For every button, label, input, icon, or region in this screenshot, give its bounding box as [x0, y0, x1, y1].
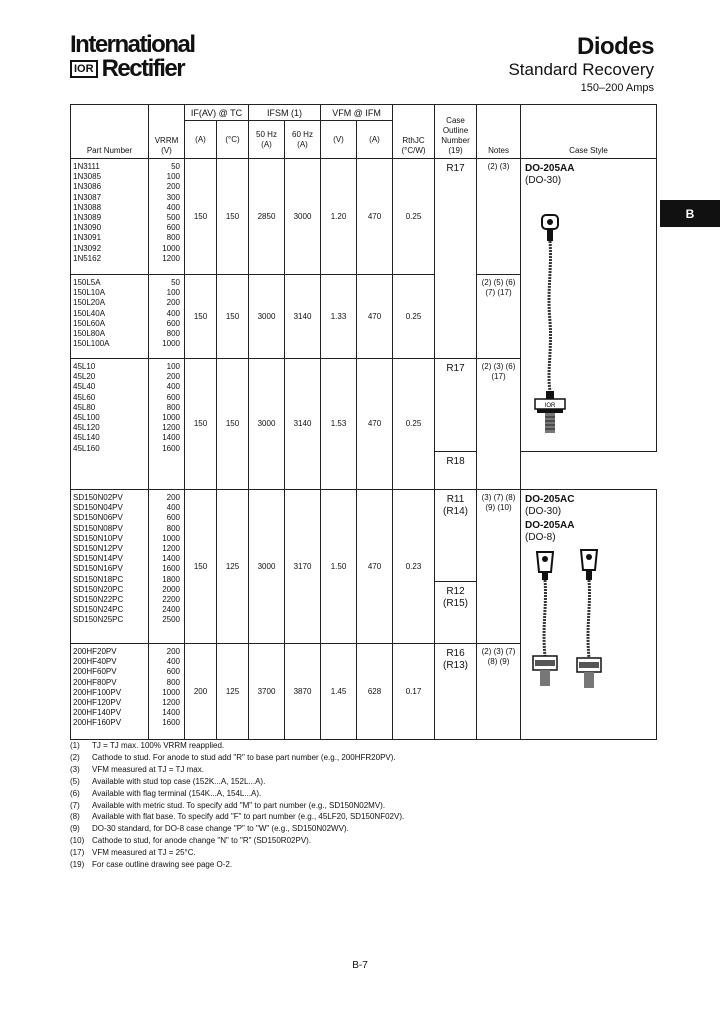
list-item: 200	[166, 493, 180, 502]
logo-rectifier-text: Rectifier	[101, 55, 185, 82]
list-item: 1000	[162, 339, 180, 349]
header-if-av-unit: (A)	[185, 121, 217, 159]
ifsm-60-value: 3140	[285, 275, 321, 359]
header-ifsm-50hz: 50 Hz (A)	[249, 121, 285, 159]
footnote-number: (2)	[70, 752, 80, 762]
footnote-text: Available with flag terminal (154K...A, 154L...A).	[92, 788, 262, 798]
list-item: 1N3088	[73, 202, 102, 212]
footnote-number: (9)	[70, 824, 80, 834]
list-item: 1000	[162, 413, 180, 423]
list-item: SD150N18PC	[73, 574, 124, 584]
list-item: 200HF60PV	[73, 667, 117, 677]
footnote-item	[70, 811, 630, 823]
case-style-label: DO-205AC	[525, 494, 575, 505]
list-item: 200HF40PV	[73, 657, 117, 667]
list-item: 400	[166, 382, 180, 392]
list-item: 150L10A	[73, 288, 106, 298]
case-outline-value: R18	[435, 452, 477, 490]
list-item: 1000	[162, 533, 180, 543]
footnote-number: (17)	[70, 848, 85, 858]
list-item: 2500	[162, 615, 180, 625]
list-item: SD150N02PV	[73, 493, 123, 502]
list-item: 150L5A	[73, 278, 101, 287]
footnote-text: Cathode to stud, for anode change "N" to "R" (SD150R02PV).	[92, 836, 312, 846]
case-style-label-alt: DO-205AA	[525, 520, 575, 531]
footnote-text: For case outline drawing see page O-2.	[92, 860, 233, 870]
list-item: 800	[166, 329, 180, 339]
list-item: 100	[166, 288, 180, 298]
vfm-value: 1.20	[321, 159, 357, 275]
list-item: 1N3086	[73, 182, 102, 192]
list-item: 45L60	[73, 392, 96, 402]
list-item: 1800	[162, 574, 180, 584]
list-item: 200HF160PV	[73, 718, 122, 728]
list-item: 100	[166, 362, 180, 371]
list-item: 800	[166, 523, 180, 533]
list-item: 200HF140PV	[73, 708, 122, 718]
ifm-value: 470	[357, 275, 393, 359]
list-item: 400	[166, 503, 180, 513]
vfm-value: 1.53	[321, 359, 357, 490]
list-item: 1200	[162, 544, 180, 554]
list-item: 1N3091	[73, 233, 102, 243]
list-item: 1N3092	[73, 243, 102, 253]
rthjc-value: 0.25	[393, 159, 435, 275]
list-item: 400	[166, 308, 180, 318]
case-style-cell-a	[521, 159, 657, 452]
case-style-sub-alt: (DO-8)	[525, 532, 556, 543]
footnote-text: Cathode to stud. For anode to stud add "R" to base part number (e.g., 200HFR20PV).	[92, 752, 396, 762]
tc-value: 150	[217, 159, 249, 275]
footnote-text: Available with metric stud. To specify add "M" to part number (e.g., SD150N02MV).	[92, 800, 386, 810]
vrrm-list	[149, 490, 185, 644]
header-rthjc: RthJC (°C/W)	[393, 105, 435, 159]
footnotes	[70, 740, 630, 871]
list-item: 400	[166, 657, 180, 667]
amp-range: 150–200 Amps	[580, 82, 654, 94]
spec-table	[70, 104, 657, 740]
header-vfm-group: VFM @ IFM	[321, 105, 393, 121]
list-item: 45L80	[73, 402, 96, 412]
list-item: 2400	[162, 605, 180, 615]
case-outline-value: R12 (R15)	[435, 582, 477, 644]
list-item: 200	[166, 372, 180, 382]
ifsm-50-value: 2850	[249, 159, 285, 275]
part-list	[71, 644, 149, 740]
rthjc-value: 0.17	[393, 644, 435, 740]
ifm-value: 470	[357, 490, 393, 644]
ior-logo-box: IOR	[70, 60, 98, 78]
list-item: 2200	[162, 595, 180, 605]
list-item: 600	[166, 318, 180, 328]
notes-value: (3) (7) (8) (9) (10)	[477, 490, 521, 644]
section-tab: B	[660, 200, 720, 227]
list-item: 600	[166, 392, 180, 402]
notes-value: (2) (5) (6) (7) (17)	[477, 275, 521, 359]
list-item: 150L80A	[73, 329, 106, 339]
footnote-number: (6)	[70, 788, 80, 798]
footnote-text: Available with flat base. To specify add "F" to part number (e.g., 45LF20, SD150NF02V).	[92, 812, 405, 822]
footnote-number: (8)	[70, 812, 80, 822]
list-item: SD150N20PC	[73, 584, 124, 594]
list-item: 200HF80PV	[73, 677, 117, 687]
vrrm-list	[149, 159, 185, 275]
page-title: Diodes	[576, 33, 654, 60]
rthjc-value: 0.23	[393, 490, 435, 644]
footnote-item	[70, 776, 630, 788]
list-item: 50	[171, 278, 180, 287]
list-item: 150L40A	[73, 308, 106, 318]
diode-do205ac-pair-icon	[523, 546, 653, 706]
part-list	[71, 159, 149, 275]
case-outline-value: R16 (R13)	[435, 644, 477, 740]
footnote-item	[70, 847, 630, 859]
ifsm-50-value: 3000	[249, 275, 285, 359]
ifsm-50-value: 3000	[249, 359, 285, 490]
page-subtitle: Standard Recovery	[508, 60, 654, 79]
header-ifm-unit: (A)	[357, 121, 393, 159]
footnote-number: (1)	[70, 741, 80, 750]
list-item: 150L100A	[73, 339, 110, 349]
table-row	[71, 159, 657, 275]
list-item: SD150N08PV	[73, 523, 123, 533]
ifsm-50-value: 3000	[249, 490, 285, 644]
case-style-sub: (DO-30)	[525, 506, 562, 517]
footnote-item	[70, 764, 630, 776]
page-number: B-7	[352, 960, 368, 971]
list-item: 1600	[162, 564, 180, 574]
header-ifsm-60hz: 60 Hz (A)	[285, 121, 321, 159]
list-item: 1600	[162, 443, 180, 453]
case-outline-value: R17	[435, 359, 477, 452]
list-item: 600	[166, 667, 180, 677]
footnote-number: (7)	[70, 800, 80, 810]
list-item: SD150N12PV	[73, 544, 123, 554]
tc-value: 150	[217, 359, 249, 490]
if-av-value: 150	[185, 275, 217, 359]
footnote-item	[70, 740, 630, 752]
header-vrrm: VRRM (V)	[149, 105, 185, 159]
footnote-text: TJ = TJ max. 100% VRRM reapplied.	[92, 741, 225, 750]
list-item: 200HF120PV	[73, 698, 122, 708]
vrrm-list	[149, 359, 185, 490]
ifsm-60-value: 3870	[285, 644, 321, 740]
list-item: 500	[166, 213, 180, 223]
list-item: SD150N24PC	[73, 605, 124, 615]
header-if-av-group: IF(AV) @ TC	[185, 105, 249, 121]
case-style-label: DO-205AA	[525, 163, 575, 174]
list-item: 200HF20PV	[73, 647, 117, 656]
header-tc-unit: (°C)	[217, 121, 249, 159]
footnote-text: VFM measured at TJ = 25°C.	[92, 848, 196, 858]
list-item: 50	[171, 162, 180, 171]
footnote-item	[70, 800, 630, 812]
ifsm-60-value: 3170	[285, 490, 321, 644]
list-item: 100	[166, 172, 180, 182]
list-item: 800	[166, 402, 180, 412]
list-item: 1000	[162, 243, 180, 253]
list-item: 600	[166, 223, 180, 233]
case-outline-value: R11 (R14)	[435, 490, 477, 582]
footnote-item	[70, 788, 630, 800]
ifsm-60-value: 3140	[285, 359, 321, 490]
list-item: 1400	[162, 708, 180, 718]
part-list	[71, 490, 149, 644]
header-case-outline: Case Outline Number (19)	[435, 105, 477, 159]
ifsm-50-value: 3700	[249, 644, 285, 740]
vrrm-list	[149, 644, 185, 740]
footnote-text: Available with stud top case (152K...A, 152L...A).	[92, 776, 266, 786]
case-style-sub: (DO-30)	[525, 175, 562, 186]
list-item: 45L120	[73, 423, 100, 433]
diode-do205aa-icon	[523, 191, 653, 451]
part-list	[71, 275, 149, 359]
list-item: 1N3090	[73, 223, 102, 233]
list-item: SD150N25PC	[73, 615, 124, 625]
list-item: 800	[166, 233, 180, 243]
list-item: SD150N04PV	[73, 503, 123, 513]
part-list	[71, 359, 149, 490]
list-item: 1000	[162, 687, 180, 697]
tc-value: 125	[217, 644, 249, 740]
list-item: 200	[166, 298, 180, 308]
rthjc-value: 0.25	[393, 275, 435, 359]
list-item: 45L40	[73, 382, 96, 392]
vfm-value: 1.45	[321, 644, 357, 740]
footnote-item	[70, 835, 630, 847]
list-item: 1400	[162, 433, 180, 443]
vfm-value: 1.50	[321, 490, 357, 644]
header-case-style: Case Style	[521, 105, 657, 159]
list-item: 400	[166, 202, 180, 212]
list-item: 45L160	[73, 443, 100, 453]
if-av-value: 200	[185, 644, 217, 740]
vrrm-list	[149, 275, 185, 359]
company-logo-line2	[70, 56, 184, 82]
if-av-value: 150	[185, 159, 217, 275]
list-item: 45L20	[73, 372, 96, 382]
list-item: 1N3089	[73, 213, 102, 223]
footnote-item	[70, 859, 630, 871]
ifm-value: 470	[357, 359, 393, 490]
list-item: 600	[166, 513, 180, 523]
list-item: 150L20A	[73, 298, 106, 308]
list-item: 150L60A	[73, 318, 106, 328]
case-style-cell-b	[521, 490, 657, 740]
footnote-text: VFM measured at TJ = TJ max.	[92, 764, 204, 774]
list-item: SD150N10PV	[73, 533, 123, 543]
footnote-number: (5)	[70, 776, 80, 786]
list-item: 45L140	[73, 433, 100, 443]
list-item: 200	[166, 182, 180, 192]
if-av-value: 150	[185, 490, 217, 644]
list-item: 800	[166, 677, 180, 687]
notes-value: (2) (3) (7) (8) (9)	[477, 644, 521, 740]
list-item: 200	[166, 647, 180, 656]
footnote-number: (10)	[70, 836, 85, 846]
tc-value: 150	[217, 275, 249, 359]
list-item: 1N5162	[73, 253, 102, 263]
list-item: SD150N16PV	[73, 564, 123, 574]
list-item: 1400	[162, 554, 180, 564]
footnote-number: (3)	[70, 764, 80, 774]
header-ifsm-group: IFSM (1)	[249, 105, 321, 121]
footnote-item	[70, 823, 630, 835]
footnote-text: DO-30 standard, for DO-8 case change "P" to "W" (e.g., SD150N02WV).	[92, 824, 349, 834]
ifsm-60-value: 3000	[285, 159, 321, 275]
table-row	[71, 490, 657, 582]
list-item: 1200	[162, 423, 180, 433]
list-item: 200HF100PV	[73, 687, 122, 697]
header-vfm-unit: (V)	[321, 121, 357, 159]
company-logo-line1: International	[70, 31, 195, 58]
list-item: 300	[166, 192, 180, 202]
list-item: 1N3111	[73, 162, 100, 171]
rthjc-value: 0.25	[393, 359, 435, 490]
list-item: 1200	[162, 698, 180, 708]
list-item: SD150N22PC	[73, 595, 124, 605]
list-item: 45L100	[73, 413, 100, 423]
ifm-value: 470	[357, 159, 393, 275]
vfm-value: 1.33	[321, 275, 357, 359]
list-item: 1600	[162, 718, 180, 728]
list-item: SD150N14PV	[73, 554, 123, 564]
ifm-value: 628	[357, 644, 393, 740]
list-item: 1N3087	[73, 192, 102, 202]
header-part-number: Part Number	[71, 105, 149, 159]
list-item: 1200	[162, 253, 180, 263]
notes-value: (2) (3)	[477, 159, 521, 275]
footnote-item	[70, 752, 630, 764]
notes-value: (2) (3) (6) (17)	[477, 359, 521, 490]
list-item: 45L10	[73, 362, 96, 371]
if-av-value: 150	[185, 359, 217, 490]
case-outline-value: R17	[435, 159, 477, 359]
header-notes: Notes	[477, 105, 521, 159]
list-item: 1N3085	[73, 172, 102, 182]
stud-marking-text: IOR	[544, 403, 556, 409]
list-item: SD150N06PV	[73, 513, 123, 523]
tc-value: 125	[217, 490, 249, 644]
list-item: 2000	[162, 584, 180, 594]
footnote-number: (19)	[70, 860, 85, 870]
